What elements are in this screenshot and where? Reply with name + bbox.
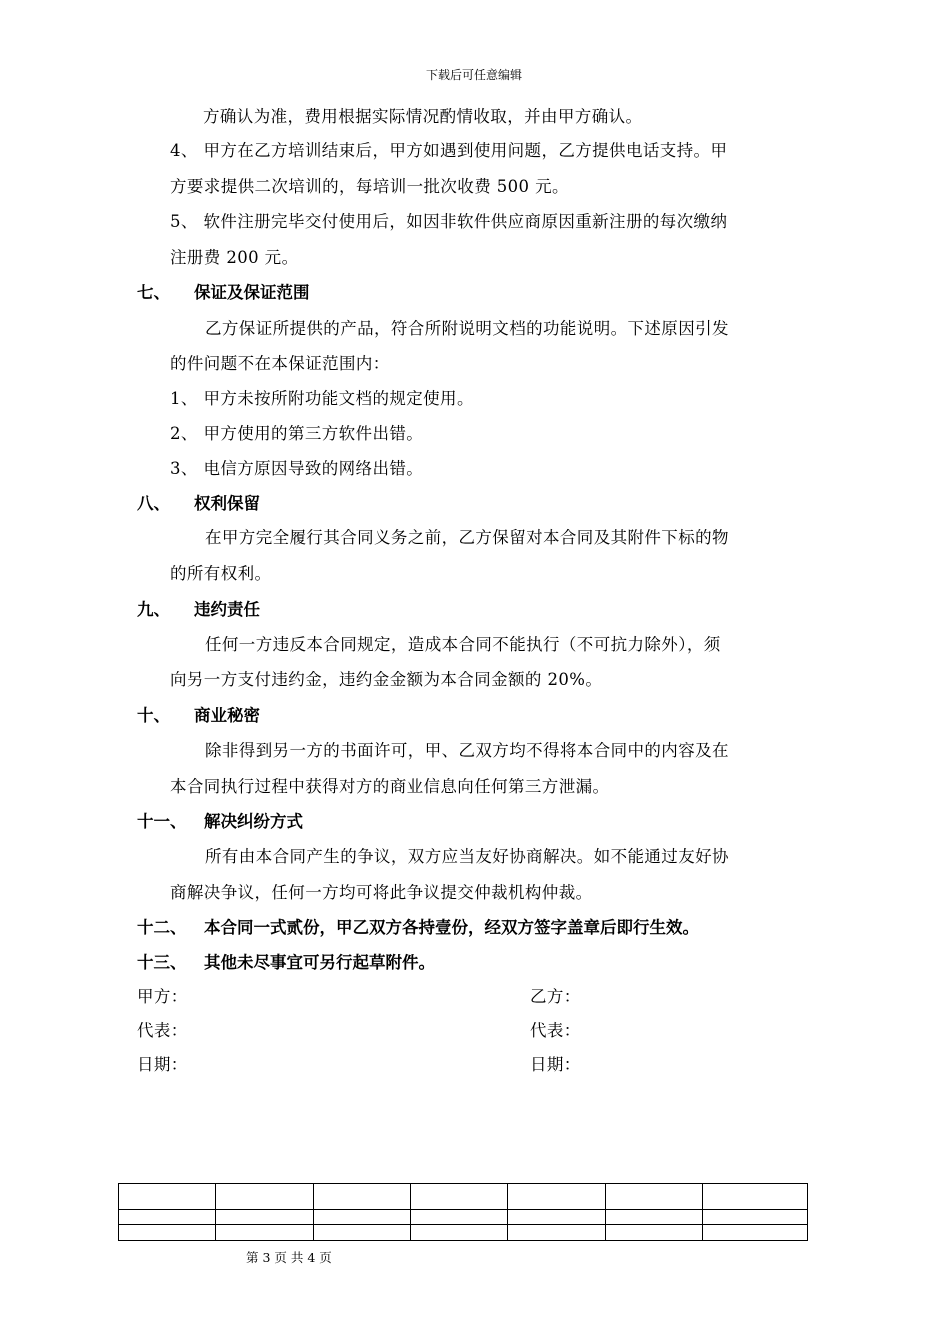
signature-party-b: 乙方： bbox=[530, 987, 581, 1006]
table-cell bbox=[508, 1225, 606, 1241]
table-cell bbox=[606, 1184, 703, 1210]
page-footer: 第 3 页 共 4 页 bbox=[246, 1250, 332, 1265]
body-line: 注册费 200 元。 bbox=[170, 248, 299, 267]
body-line: 商解决争议，任何一方均可将此争议提交仲裁机构仲裁。 bbox=[170, 883, 593, 902]
body-line: 所有由本合同产生的争议，双方应当友好协商解决。如不能通过友好协 bbox=[205, 847, 729, 866]
page-header: 下载后可任意编辑 bbox=[426, 68, 523, 82]
body-line: 方确认为准，费用根据实际情况酌情收取，并由甲方确认。 bbox=[203, 107, 643, 126]
section-number: 十一、 bbox=[137, 812, 187, 831]
signature-date-a: 日期： bbox=[137, 1055, 188, 1074]
footer-grid-table bbox=[118, 1183, 808, 1241]
table-cell bbox=[411, 1225, 508, 1241]
signature-rep-b: 代表： bbox=[530, 1021, 581, 1040]
section-title: 保证及保证范围 bbox=[194, 283, 310, 302]
section-title: 本合同一式贰份，甲乙双方各持壹份，经双方签字盖章后即行生效。 bbox=[204, 918, 699, 937]
list-item: 3、 电信方原因导致的网络出错。 bbox=[170, 459, 424, 478]
section-title: 权利保留 bbox=[194, 494, 260, 513]
section-number: 十三、 bbox=[137, 953, 187, 972]
table-cell bbox=[314, 1210, 411, 1225]
table-cell bbox=[216, 1225, 314, 1241]
table-cell bbox=[703, 1184, 808, 1210]
table-cell bbox=[314, 1184, 411, 1210]
table-cell bbox=[119, 1184, 216, 1210]
body-line: 乙方保证所提供的产品，符合所附说明文档的功能说明。下述原因引发 bbox=[205, 319, 729, 338]
section-number: 十二、 bbox=[137, 918, 187, 937]
list-item: 2、 甲方使用的第三方软件出错。 bbox=[170, 424, 424, 443]
table-cell bbox=[703, 1210, 808, 1225]
body-line: 除非得到另一方的书面许可，甲、乙双方均不得将本合同中的内容及在 bbox=[205, 741, 729, 760]
table-cell bbox=[508, 1210, 606, 1225]
section-number: 七、 bbox=[137, 283, 170, 302]
body-line: 任何一方违反本合同规定，造成本合同不能执行（不可抗力除外），须 bbox=[205, 635, 721, 654]
table-cell bbox=[216, 1184, 314, 1210]
table-cell bbox=[314, 1225, 411, 1241]
table-cell bbox=[119, 1225, 216, 1241]
section-number: 十、 bbox=[137, 706, 170, 725]
table-cell bbox=[703, 1225, 808, 1241]
table-row bbox=[119, 1210, 808, 1225]
signature-party-a: 甲方： bbox=[137, 987, 188, 1006]
section-title: 违约责任 bbox=[194, 600, 260, 619]
body-line: 的件问题不在本保证范围内： bbox=[170, 354, 390, 373]
section-number: 八、 bbox=[137, 494, 170, 513]
body-line: 向另一方支付违约金，违约金金额为本合同金额的 20%。 bbox=[170, 670, 603, 689]
section-title: 解决纠纷方式 bbox=[204, 812, 303, 831]
list-item: 1、 甲方未按所附功能文档的规定使用。 bbox=[170, 389, 474, 408]
table-cell bbox=[508, 1184, 606, 1210]
table-row bbox=[119, 1225, 808, 1241]
body-line: 在甲方完全履行其合同义务之前，乙方保留对本合同及其附件下标的物 bbox=[205, 528, 729, 547]
signature-date-b: 日期： bbox=[530, 1055, 581, 1074]
body-line: 本合同执行过程中获得对方的商业信息向任何第三方泄漏。 bbox=[170, 777, 610, 796]
section-title: 商业秘密 bbox=[194, 706, 260, 725]
table-row bbox=[119, 1184, 808, 1210]
section-title: 其他未尽事宜可另行起草附件。 bbox=[204, 953, 435, 972]
table-cell bbox=[606, 1210, 703, 1225]
section-number: 九、 bbox=[137, 600, 170, 619]
body-line: 4、 甲方在乙方培训结束后，甲方如遇到使用问题，乙方提供电话支持。甲 bbox=[170, 141, 728, 160]
table-cell bbox=[411, 1210, 508, 1225]
signature-rep-a: 代表： bbox=[137, 1021, 188, 1040]
table-cell bbox=[411, 1184, 508, 1210]
body-line: 方要求提供二次培训的，每培训一批次收费 500 元。 bbox=[170, 177, 569, 196]
table-cell bbox=[606, 1225, 703, 1241]
table-cell bbox=[119, 1210, 216, 1225]
table-cell bbox=[216, 1210, 314, 1225]
body-line: 的所有权利。 bbox=[170, 564, 272, 583]
body-line: 5、 软件注册完毕交付使用后，如因非软件供应商原因重新注册的每次缴纳 bbox=[170, 212, 728, 231]
